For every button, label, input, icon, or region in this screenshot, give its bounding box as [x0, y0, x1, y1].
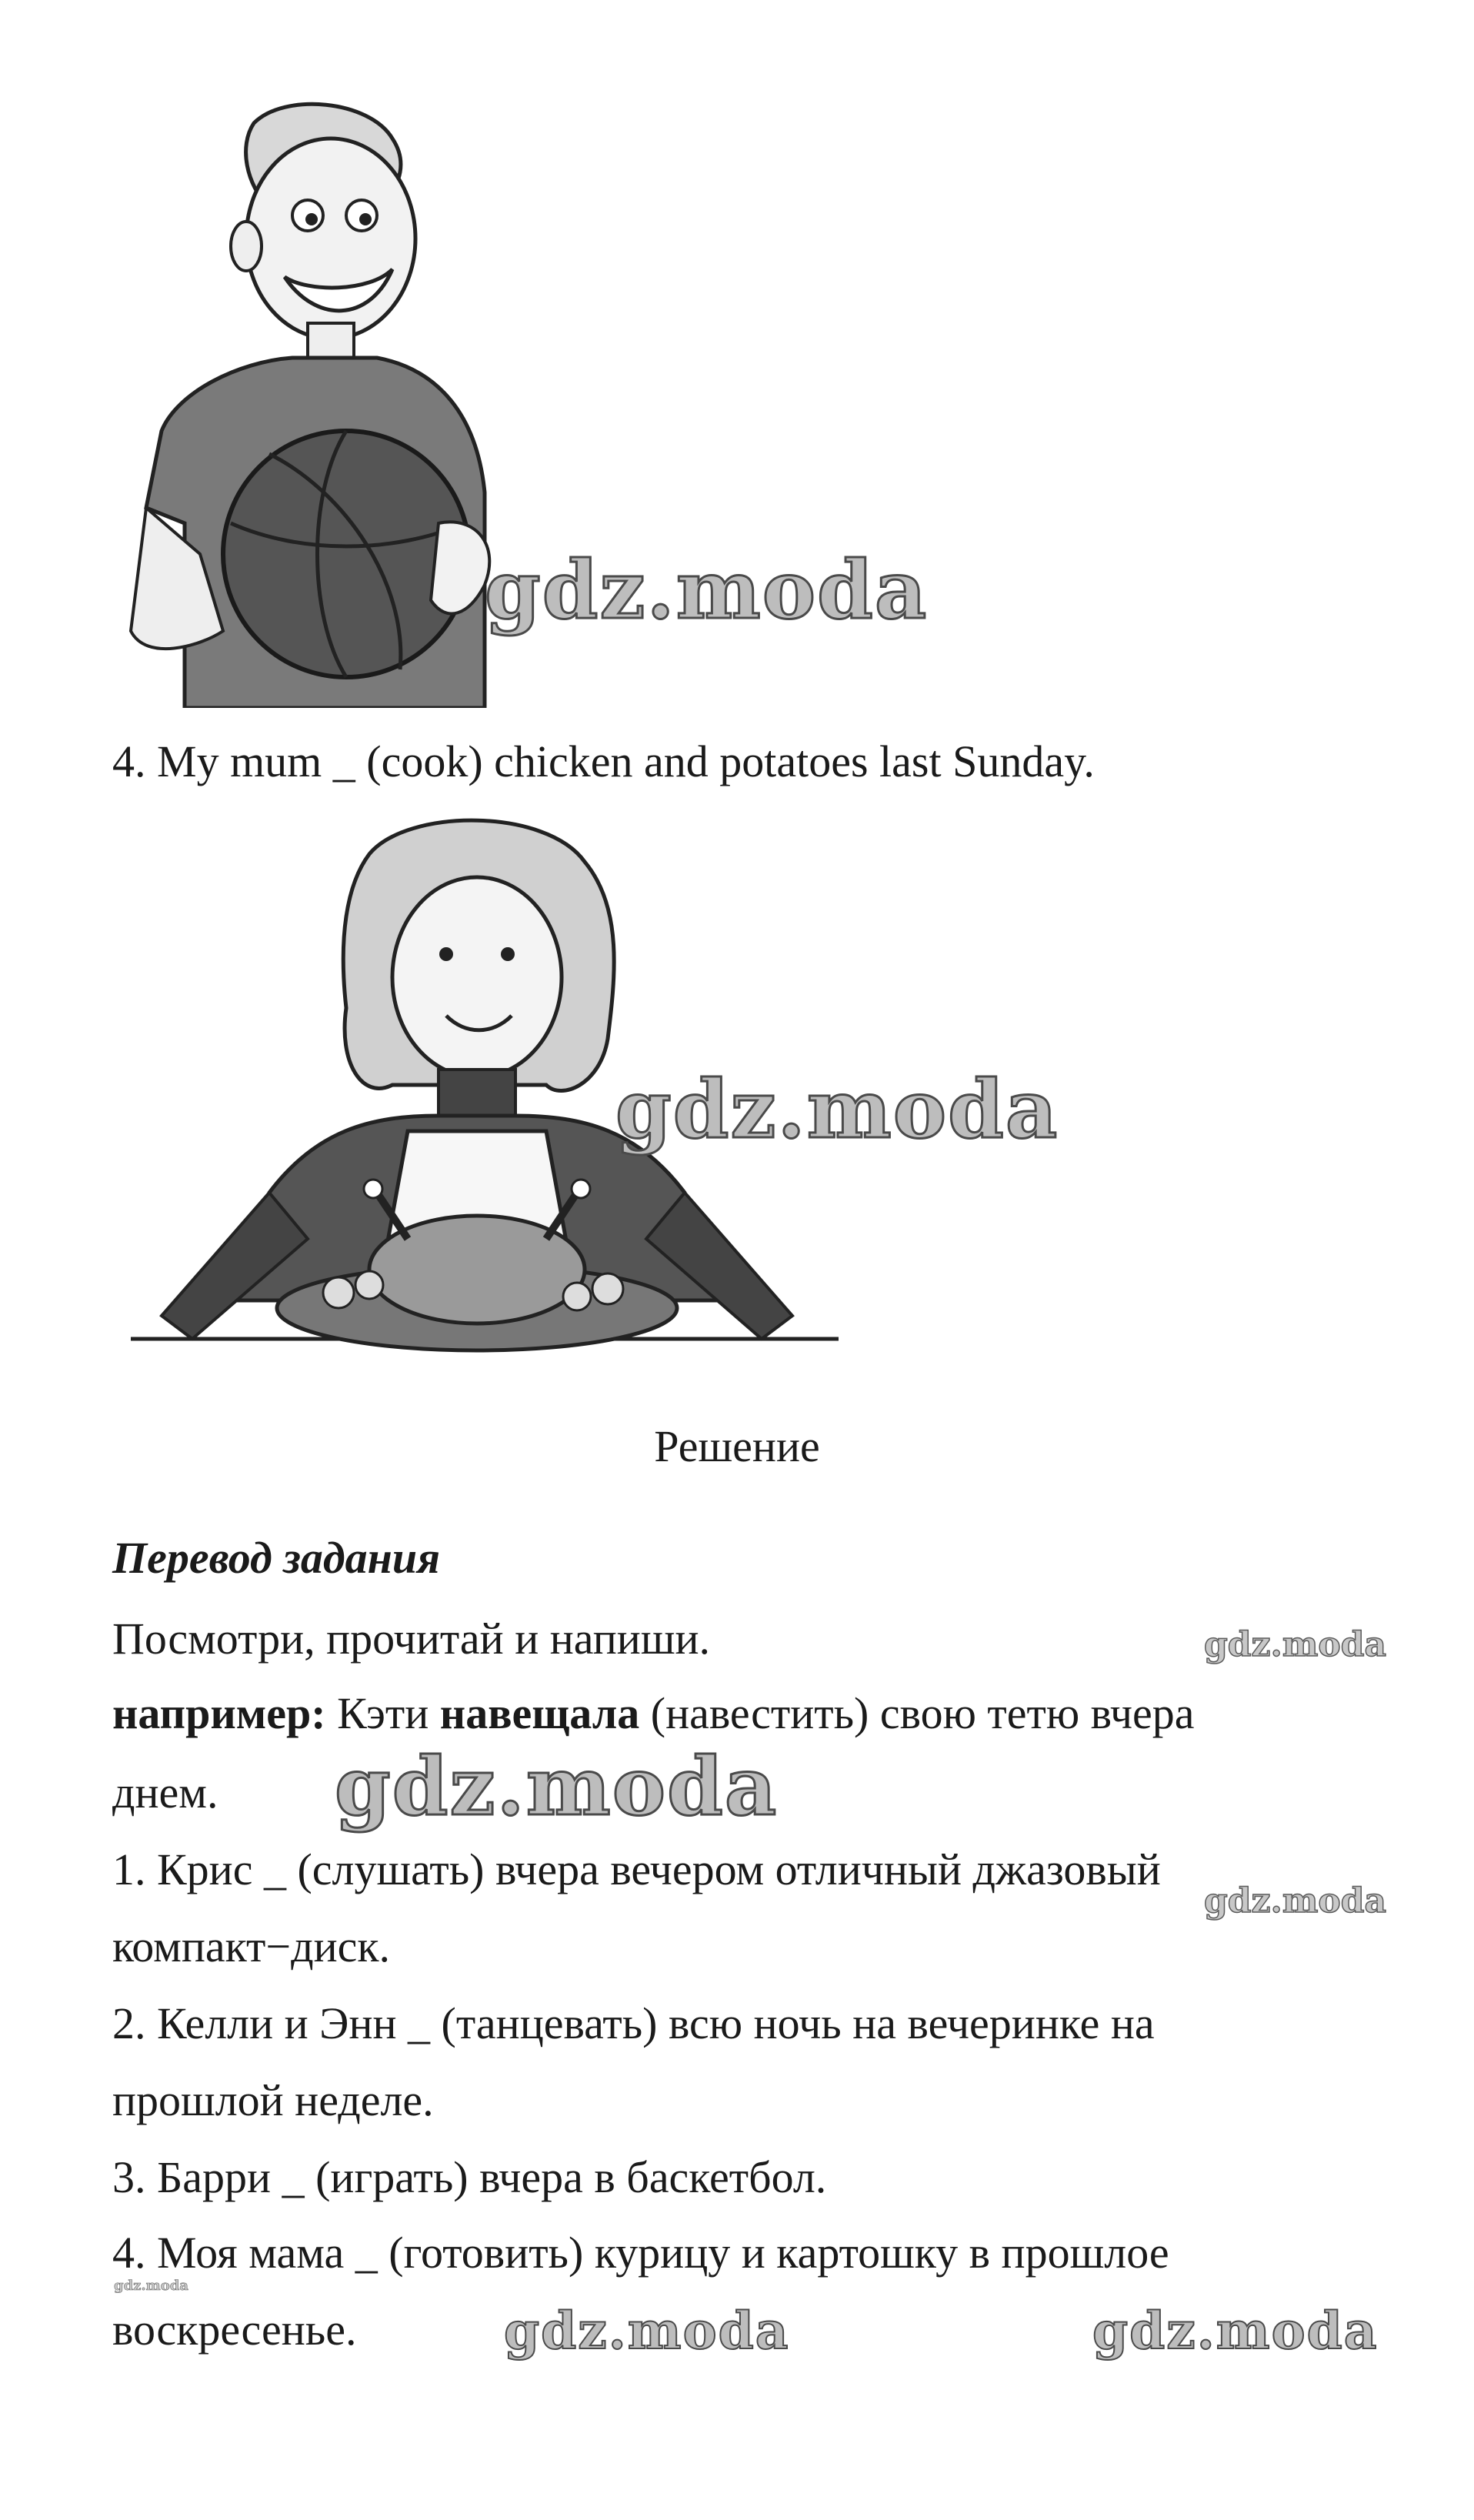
- watermark: gdz.moda: [114, 2278, 188, 2294]
- boy-basketball-illustration: [115, 92, 515, 708]
- translation-item-3: 3. Барри _ (играть) вчера в баскетбол.: [112, 2152, 827, 2202]
- example-after: (навестить) свою тетю вчера: [639, 1688, 1195, 1738]
- watermark: gdz.moda: [1204, 1881, 1387, 1921]
- translation-item-4: 4. Моя мама _ (готовить) курицу и картошку в прошлое: [112, 2228, 1169, 2278]
- watermark: gdz.moda: [335, 1739, 779, 1834]
- translation-heading: Перевод задания: [112, 1533, 440, 1583]
- translation-item-4-cont: воскресенье.: [112, 2305, 357, 2355]
- example-line: [112, 1687, 1195, 1741]
- solution-title: Решение: [654, 1421, 820, 1471]
- watermark: gdz.moda: [615, 1062, 1059, 1157]
- watermark: gdz.moda: [504, 2301, 790, 2361]
- translation-item-1-cont: компакт−диск.: [112, 1921, 391, 1971]
- watermark: gdz.moda: [1204, 1625, 1387, 1664]
- exercise-item-4: 4. My mum _ (cook) chicken and potatoes last Sunday.: [112, 736, 1095, 786]
- instruction-text: Посмотри, прочитай и напиши.: [112, 1614, 711, 1664]
- translation-item-2: 2. Келли и Энн _ (танцевать) всю ночь на вечеринке на: [112, 1998, 1155, 2048]
- watermark: gdz.moda: [485, 542, 929, 637]
- example-label: например:: [112, 1688, 326, 1738]
- example-verb: навещала: [439, 1688, 640, 1738]
- example-continuation: днем.: [112, 1767, 218, 1817]
- translation-item-2-cont: прошлой неделе.: [112, 2075, 434, 2125]
- watermark: gdz.moda: [1092, 2301, 1379, 2361]
- example-before: Кэти: [325, 1688, 440, 1738]
- translation-item-1: 1. Крис _ (слушать) вчера вечером отличный джазовый: [112, 1844, 1161, 1894]
